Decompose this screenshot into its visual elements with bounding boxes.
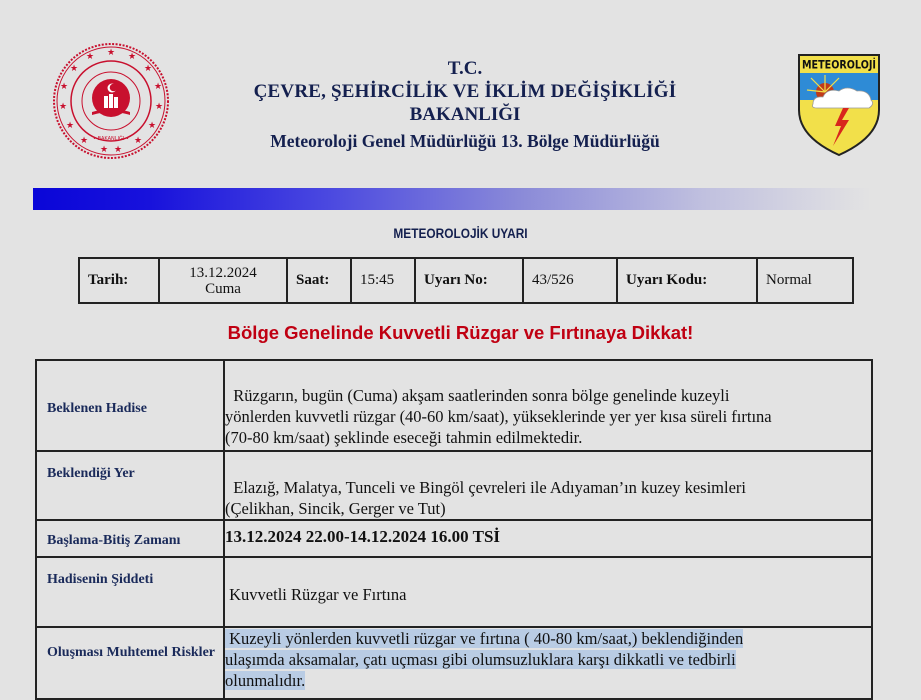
highlighted-text-line: olunmalıdır. — [225, 671, 306, 690]
svg-text:★: ★ — [85, 51, 95, 61]
svg-text:• BAKANLIĞI •: • BAKANLIĞI • — [93, 136, 129, 142]
header-divider-bar — [33, 188, 871, 210]
row-value-severity: Kuvvetli Rüzgar ve Fırtına — [224, 557, 872, 627]
warning-no-label: Uyarı No: — [415, 258, 523, 303]
svg-text:★: ★ — [127, 51, 137, 61]
header-directorate: Meteoroloji Genel Müdürlüğü 13. Bölge Müdürlüğü — [270, 131, 660, 151]
highlighted-text-line: Kuzeyli yönlerden kuvvetli rüzgar ve fırtına ( 40-80 km/saat,) beklendiğinden — [225, 629, 744, 648]
text-line: yönlerden kuvvetli rüzgar (40-60 km/saat), yükseklerinde yer yer kısa süreli fırtına — [225, 407, 772, 426]
warning-details-table — [35, 359, 873, 700]
table-row — [36, 557, 872, 627]
row-label-expected-place: Beklendiği Yer — [36, 451, 224, 520]
text-line: (Çelikhan, Sincik, Gerger ve Tut) — [225, 499, 446, 518]
meteoroloji-logo — [795, 52, 883, 157]
header — [200, 57, 730, 153]
time-value: 15:45 — [351, 258, 415, 303]
header-line-tc: T.C. — [447, 58, 483, 79]
svg-text:★: ★ — [153, 81, 163, 91]
date-label: Tarih: — [79, 258, 159, 303]
svg-text:★: ★ — [154, 101, 164, 111]
row-value-possible-risks — [224, 627, 872, 699]
warning-info-table — [78, 257, 854, 304]
alert-title: Bölge Genelinde Kuvvetli Rüzgar ve Fırtınaya Dikkat! — [227, 322, 694, 343]
header-ministry-suffix: BAKANLIĞI — [409, 104, 521, 125]
row-value-start-end-time: 13.12.2024 22.00-14.12.2024 16.00 TSİ — [224, 520, 872, 557]
svg-text:★: ★ — [69, 63, 79, 73]
svg-text:★: ★ — [106, 47, 116, 57]
ministry-seal-logo — [52, 42, 170, 160]
svg-text:★: ★ — [133, 135, 143, 145]
table-row — [36, 451, 872, 520]
text-line: (70-80 km/saat) şeklinde eseceği tahmin edilmektedir. — [225, 428, 583, 447]
table-row — [36, 627, 872, 699]
header-ministry-name: ÇEVRE, ŞEHİRCİLİK VE İKLİM DEĞİŞİKLİĞİ — [253, 81, 677, 102]
highlighted-text-line: ulaşımda aksamalar, çatı uçması gibi olumsuzluklara karşı dikkatli ve tedbirli — [225, 650, 736, 669]
svg-text:★: ★ — [58, 101, 68, 111]
time-label: Saat: — [287, 258, 351, 303]
row-label-start-end-time: Başlama-Bitiş Zamanı — [36, 520, 224, 557]
svg-text:★: ★ — [59, 81, 69, 91]
svg-text:★: ★ — [143, 63, 153, 73]
svg-text:★: ★ — [147, 120, 157, 130]
warning-code-label: Uyarı Kodu: — [617, 258, 757, 303]
row-value-expected-event — [224, 360, 872, 451]
row-label-expected-event: Beklenen Hadise — [36, 360, 224, 451]
day-value: Cuma — [205, 280, 241, 297]
svg-text:★: ★ — [79, 135, 89, 145]
table-row — [36, 520, 872, 557]
date-cell — [159, 258, 287, 303]
svg-text:★: ★ — [99, 144, 109, 154]
svg-text:★: ★ — [113, 144, 123, 154]
text-line: Elazığ, Malatya, Tunceli ve Bingöl çevreleri ile Adıyaman’ın kuzey kesimleri — [225, 478, 746, 497]
row-value-expected-place — [224, 451, 872, 520]
row-label-severity: Hadisenin Şiddeti — [36, 557, 224, 627]
svg-text:★: ★ — [65, 120, 75, 130]
warning-no-value: 43/526 — [523, 258, 617, 303]
document-subtitle: METEOROLOJİK UYARI — [393, 226, 528, 241]
date-value: 13.12.2024 — [189, 264, 257, 281]
row-label-possible-risks: Oluşması Muhtemel Riskler — [36, 627, 224, 699]
warning-code-value: Normal — [757, 258, 853, 303]
table-row — [36, 360, 872, 451]
svg-text:METEOROLOJİ: METEOROLOJİ — [802, 57, 883, 72]
text-line: Rüzgarın, bugün (Cuma) akşam saatlerinden sonra bölge genelinde kuzeyli — [225, 386, 730, 405]
